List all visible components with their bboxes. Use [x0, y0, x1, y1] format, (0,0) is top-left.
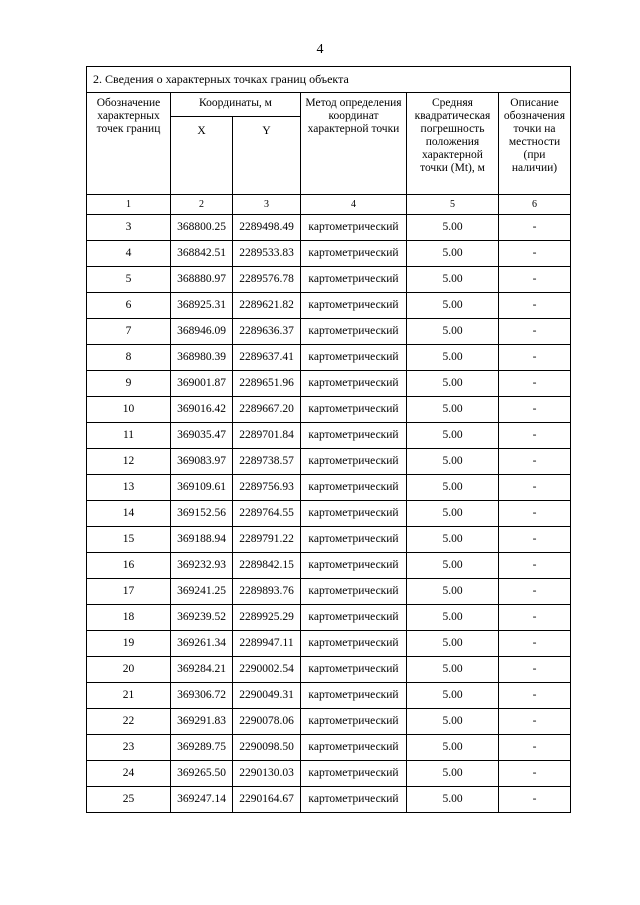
cell-error: 5.00	[407, 787, 499, 813]
cell-point: 7	[87, 319, 171, 345]
cell-y: 2289791.22	[233, 527, 301, 553]
cell-method: картометрический	[301, 241, 407, 267]
cell-y: 2289637.41	[233, 345, 301, 371]
cell-error: 5.00	[407, 397, 499, 423]
cell-error: 5.00	[407, 579, 499, 605]
header-error: Средняя квадратическая погрешность положения характерной точки (Mt), м	[407, 93, 499, 195]
cell-description: -	[499, 241, 571, 267]
cell-x: 369035.47	[171, 423, 233, 449]
cell-y: 2290002.54	[233, 657, 301, 683]
cell-point: 6	[87, 293, 171, 319]
cell-description: -	[499, 709, 571, 735]
cell-description: -	[499, 761, 571, 787]
cell-point: 11	[87, 423, 171, 449]
cell-y: 2290164.67	[233, 787, 301, 813]
cell-method: картометрический	[301, 371, 407, 397]
cell-y: 2290098.50	[233, 735, 301, 761]
cell-y: 2289498.49	[233, 215, 301, 241]
cell-description: -	[499, 423, 571, 449]
cell-x: 369188.94	[171, 527, 233, 553]
cell-method: картометрический	[301, 501, 407, 527]
cell-x: 369291.83	[171, 709, 233, 735]
table-row	[87, 501, 571, 527]
cell-y: 2289738.57	[233, 449, 301, 475]
cell-description: -	[499, 787, 571, 813]
cell-method: картометрический	[301, 787, 407, 813]
cell-y: 2289947.11	[233, 631, 301, 657]
cell-x: 369247.14	[171, 787, 233, 813]
table-row	[87, 215, 571, 241]
cell-method: картометрический	[301, 709, 407, 735]
cell-description: -	[499, 501, 571, 527]
table-row	[87, 787, 571, 813]
cell-description: -	[499, 475, 571, 501]
cell-method: картометрический	[301, 579, 407, 605]
header-y: Y	[233, 117, 301, 195]
cell-error: 5.00	[407, 683, 499, 709]
cell-description: -	[499, 657, 571, 683]
cell-point: 14	[87, 501, 171, 527]
cell-x: 369083.97	[171, 449, 233, 475]
header-x: X	[171, 117, 233, 195]
cell-x: 369239.52	[171, 605, 233, 631]
cell-error: 5.00	[407, 657, 499, 683]
cell-method: картометрический	[301, 553, 407, 579]
cell-error: 5.00	[407, 735, 499, 761]
cell-method: картометрический	[301, 397, 407, 423]
cell-error: 5.00	[407, 709, 499, 735]
cell-error: 5.00	[407, 449, 499, 475]
cell-point: 12	[87, 449, 171, 475]
cell-description: -	[499, 605, 571, 631]
column-number: 6	[499, 195, 571, 215]
cell-x: 369241.25	[171, 579, 233, 605]
cell-description: -	[499, 527, 571, 553]
cell-method: картометрический	[301, 267, 407, 293]
cell-error: 5.00	[407, 605, 499, 631]
cell-method: картометрический	[301, 683, 407, 709]
cell-method: картометрический	[301, 527, 407, 553]
table-row	[87, 709, 571, 735]
cell-y: 2289621.82	[233, 293, 301, 319]
cell-description: -	[499, 631, 571, 657]
table-row	[87, 631, 571, 657]
cell-error: 5.00	[407, 241, 499, 267]
cell-method: картометрический	[301, 657, 407, 683]
cell-point: 16	[87, 553, 171, 579]
cell-error: 5.00	[407, 761, 499, 787]
cell-point: 4	[87, 241, 171, 267]
cell-method: картометрический	[301, 735, 407, 761]
cell-x: 368842.51	[171, 241, 233, 267]
cell-y: 2289533.83	[233, 241, 301, 267]
cell-point: 10	[87, 397, 171, 423]
cell-x: 368925.31	[171, 293, 233, 319]
cell-x: 369001.87	[171, 371, 233, 397]
table-row	[87, 345, 571, 371]
cell-method: картометрический	[301, 761, 407, 787]
table-row	[87, 293, 571, 319]
cell-point: 3	[87, 215, 171, 241]
table-row	[87, 605, 571, 631]
cell-description: -	[499, 553, 571, 579]
cell-y: 2289636.37	[233, 319, 301, 345]
cell-method: картометрический	[301, 319, 407, 345]
cell-point: 8	[87, 345, 171, 371]
cell-point: 21	[87, 683, 171, 709]
cell-x: 369289.75	[171, 735, 233, 761]
cell-description: -	[499, 267, 571, 293]
cell-point: 5	[87, 267, 171, 293]
cell-y: 2289756.93	[233, 475, 301, 501]
cell-error: 5.00	[407, 319, 499, 345]
cell-point: 18	[87, 605, 171, 631]
cell-x: 369016.42	[171, 397, 233, 423]
table-row	[87, 241, 571, 267]
column-numbers-row	[87, 195, 571, 215]
cell-description: -	[499, 345, 571, 371]
header-coordinates: Координаты, м	[171, 93, 301, 117]
cell-y: 2289893.76	[233, 579, 301, 605]
header-point-designation: Обозначение характерных точек границ	[87, 93, 171, 195]
cell-x: 369232.93	[171, 553, 233, 579]
cell-description: -	[499, 293, 571, 319]
cell-method: картометрический	[301, 475, 407, 501]
column-number: 5	[407, 195, 499, 215]
cell-x: 369152.56	[171, 501, 233, 527]
cell-x: 369306.72	[171, 683, 233, 709]
cell-error: 5.00	[407, 553, 499, 579]
column-number: 1	[87, 195, 171, 215]
cell-method: картометрический	[301, 215, 407, 241]
column-number: 2	[171, 195, 233, 215]
cell-description: -	[499, 397, 571, 423]
table-row	[87, 371, 571, 397]
table-row	[87, 267, 571, 293]
cell-error: 5.00	[407, 631, 499, 657]
cell-x: 369261.34	[171, 631, 233, 657]
cell-description: -	[499, 449, 571, 475]
cell-y: 2289576.78	[233, 267, 301, 293]
cell-y: 2289925.29	[233, 605, 301, 631]
cell-y: 2289651.96	[233, 371, 301, 397]
cell-error: 5.00	[407, 345, 499, 371]
cell-x: 369265.50	[171, 761, 233, 787]
cell-error: 5.00	[407, 501, 499, 527]
cell-x: 368800.25	[171, 215, 233, 241]
cell-description: -	[499, 319, 571, 345]
cell-point: 22	[87, 709, 171, 735]
cell-error: 5.00	[407, 215, 499, 241]
header-description: Описание обозначения точки на местности (при наличии)	[499, 93, 571, 195]
cell-point: 15	[87, 527, 171, 553]
cell-description: -	[499, 215, 571, 241]
cell-error: 5.00	[407, 423, 499, 449]
table-row	[87, 553, 571, 579]
cell-error: 5.00	[407, 527, 499, 553]
cell-method: картометрический	[301, 605, 407, 631]
column-number: 3	[233, 195, 301, 215]
page-number: 4	[316, 42, 324, 57]
cell-x: 369284.21	[171, 657, 233, 683]
cell-point: 13	[87, 475, 171, 501]
table-row	[87, 397, 571, 423]
cell-y: 2289764.55	[233, 501, 301, 527]
cell-method: картометрический	[301, 345, 407, 371]
table-row	[87, 319, 571, 345]
cell-x: 368980.39	[171, 345, 233, 371]
table-row	[87, 761, 571, 787]
cell-description: -	[499, 579, 571, 605]
cell-description: -	[499, 683, 571, 709]
table-row	[87, 657, 571, 683]
section-title: 2. Сведения о характерных точках границ объекта	[87, 67, 571, 93]
cell-error: 5.00	[407, 371, 499, 397]
cell-y: 2290078.06	[233, 709, 301, 735]
cell-point: 17	[87, 579, 171, 605]
cell-y: 2290130.03	[233, 761, 301, 787]
cell-description: -	[499, 735, 571, 761]
cell-x: 368880.97	[171, 267, 233, 293]
cell-error: 5.00	[407, 267, 499, 293]
header-method: Метод определения координат характерной точки	[301, 93, 407, 195]
cell-description: -	[499, 371, 571, 397]
table-row	[87, 735, 571, 761]
cell-point: 20	[87, 657, 171, 683]
table-row	[87, 423, 571, 449]
cell-point: 25	[87, 787, 171, 813]
table-row	[87, 579, 571, 605]
cell-y: 2289701.84	[233, 423, 301, 449]
cell-point: 9	[87, 371, 171, 397]
cell-y: 2289842.15	[233, 553, 301, 579]
cell-method: картометрический	[301, 423, 407, 449]
cell-y: 2289667.20	[233, 397, 301, 423]
cell-error: 5.00	[407, 475, 499, 501]
cell-point: 19	[87, 631, 171, 657]
cell-method: картометрический	[301, 449, 407, 475]
table-row	[87, 475, 571, 501]
column-number: 4	[301, 195, 407, 215]
boundary-points-table	[86, 66, 571, 813]
table-row	[87, 527, 571, 553]
cell-point: 24	[87, 761, 171, 787]
table-row	[87, 683, 571, 709]
cell-method: картометрический	[301, 293, 407, 319]
cell-error: 5.00	[407, 293, 499, 319]
table-row	[87, 449, 571, 475]
cell-point: 23	[87, 735, 171, 761]
cell-y: 2290049.31	[233, 683, 301, 709]
cell-method: картометрический	[301, 631, 407, 657]
cell-x: 369109.61	[171, 475, 233, 501]
cell-x: 368946.09	[171, 319, 233, 345]
